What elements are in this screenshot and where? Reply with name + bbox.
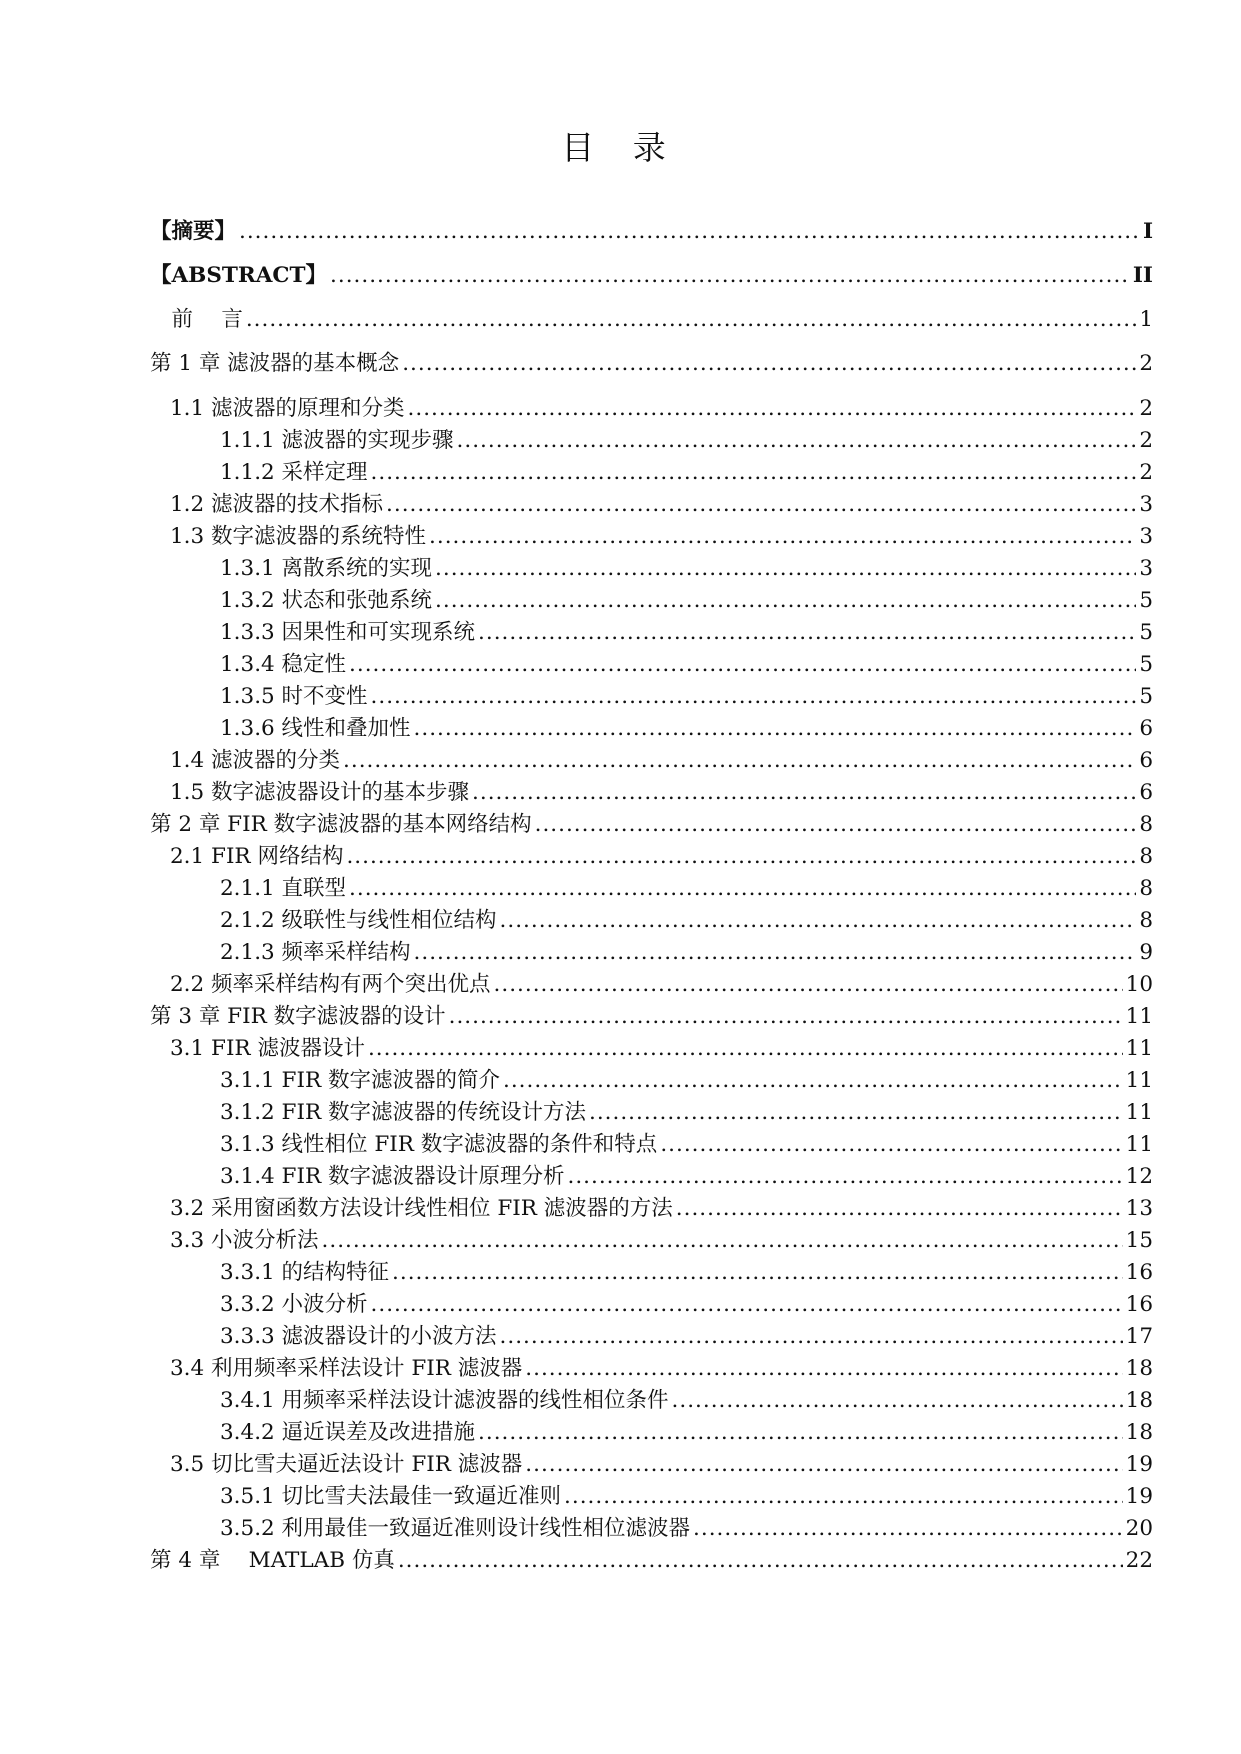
toc-entry[interactable] xyxy=(170,1195,1153,1223)
toc-entry-label: 3.4 利用频率采样法设计 FIR 滤波器 xyxy=(170,1356,523,1381)
toc-entry-page: 2 xyxy=(1139,428,1153,453)
toc-entry[interactable] xyxy=(220,1259,1153,1287)
toc-entry-label: 3.2 采用窗函数方法设计线性相位 FIR 滤波器的方法 xyxy=(170,1196,673,1221)
dot-leader xyxy=(371,459,1137,487)
toc-entry-label: 3.1.2 FIR 数字滤波器的传统设计方法 xyxy=(220,1100,586,1125)
toc-entry[interactable] xyxy=(220,683,1153,711)
toc-entry-page: 19 xyxy=(1125,1484,1153,1509)
toc-entry-label: 第 4 章 MATLAB 仿真 xyxy=(150,1548,395,1573)
toc-entry-page: 5 xyxy=(1139,588,1153,613)
toc-entry-page: 18 xyxy=(1125,1356,1153,1381)
toc-entry-page: 16 xyxy=(1125,1260,1153,1285)
toc-entry[interactable] xyxy=(170,971,1153,999)
toc-entry[interactable] xyxy=(220,587,1153,615)
toc-entry-page: 19 xyxy=(1125,1452,1153,1477)
dot-leader xyxy=(398,1547,1123,1575)
toc-entry[interactable] xyxy=(170,1355,1153,1383)
dot-leader xyxy=(457,427,1137,455)
toc-entry-label: 1.5 数字滤波器设计的基本步骤 xyxy=(170,780,470,805)
toc-entry[interactable] xyxy=(170,1227,1153,1255)
toc-entry[interactable] xyxy=(220,875,1153,903)
dot-leader xyxy=(392,1259,1123,1287)
toc-entry-label: 2.2 频率采样结构有两个突出优点 xyxy=(170,972,491,997)
toc-entry-page: 22 xyxy=(1125,1548,1153,1573)
dot-leader xyxy=(564,1483,1123,1511)
toc-entry-label: 【ABSTRACT】 xyxy=(150,263,328,288)
dot-leader xyxy=(500,907,1137,935)
dot-leader xyxy=(525,1355,1122,1383)
dot-leader xyxy=(330,262,1130,290)
toc-entry-page: 9 xyxy=(1139,940,1153,965)
dot-leader xyxy=(525,1451,1122,1479)
toc-entry-label: 3.1.3 线性相位 FIR 数字滤波器的条件和特点 xyxy=(220,1132,658,1157)
toc-entry-page: 18 xyxy=(1125,1388,1153,1413)
toc-entry[interactable] xyxy=(170,1451,1153,1479)
toc-entry-page: 11 xyxy=(1125,1132,1153,1157)
toc-entry[interactable] xyxy=(220,1131,1153,1159)
toc-entry[interactable] xyxy=(220,427,1153,455)
toc-entry-page: 5 xyxy=(1139,684,1153,709)
toc-entry[interactable] xyxy=(150,218,1153,246)
dot-leader xyxy=(246,306,1136,334)
dot-leader xyxy=(535,811,1137,839)
dot-leader xyxy=(503,1067,1123,1095)
toc-entry-label: 3.3.3 滤波器设计的小波方法 xyxy=(220,1324,497,1349)
toc-entry-label: 【摘要】 xyxy=(150,219,237,244)
toc-entry-label: 3.1.4 FIR 数字滤波器设计原理分析 xyxy=(220,1164,565,1189)
toc-entry[interactable] xyxy=(170,747,1153,775)
toc-entry-page: 11 xyxy=(1125,1036,1153,1061)
toc-entry-page: 16 xyxy=(1125,1292,1153,1317)
dot-leader xyxy=(589,1099,1123,1127)
toc-entry[interactable] xyxy=(220,1099,1153,1127)
dot-leader xyxy=(346,843,1136,871)
toc-entry[interactable] xyxy=(220,907,1153,935)
toc-entry-label: 2.1.3 频率采样结构 xyxy=(220,940,411,965)
toc-entry[interactable] xyxy=(170,395,1153,423)
toc-entry[interactable] xyxy=(220,1419,1153,1447)
toc-entry-label: 1.1.2 采样定理 xyxy=(220,460,368,485)
dot-leader xyxy=(449,1003,1123,1031)
dot-leader xyxy=(660,1131,1122,1159)
toc-entry-label: 3.5 切比雪夫逼近法设计 FIR 滤波器 xyxy=(170,1452,523,1477)
dot-leader xyxy=(414,715,1137,743)
toc-entry[interactable] xyxy=(220,1323,1153,1351)
toc-entry[interactable] xyxy=(150,350,1153,378)
toc-entry-page: 6 xyxy=(1139,716,1153,741)
dot-leader xyxy=(500,1323,1123,1351)
toc-entry-label: 3.5.2 利用最佳一致逼近准则设计线性相位滤波器 xyxy=(220,1516,691,1541)
dot-leader xyxy=(478,1419,1123,1447)
toc-entry-label: 2.1.2 级联性与线性相位结构 xyxy=(220,908,497,933)
toc-entry[interactable] xyxy=(170,779,1153,807)
toc-entry-page: 13 xyxy=(1125,1196,1153,1221)
dot-leader xyxy=(368,1035,1123,1063)
toc-entry-label: 1.1.1 滤波器的实现步骤 xyxy=(220,428,454,453)
toc-entry-label: 1.3.3 因果性和可实现系统 xyxy=(220,620,476,645)
toc-entry-page: I xyxy=(1142,219,1153,244)
toc-entry-label: 1.3 数字滤波器的系统特性 xyxy=(170,524,427,549)
toc-entry-page: 11 xyxy=(1125,1100,1153,1125)
dot-leader xyxy=(414,939,1137,967)
dot-leader xyxy=(472,779,1136,807)
dot-leader xyxy=(371,1291,1123,1319)
toc-entry-label: 1.1 滤波器的原理和分类 xyxy=(170,396,405,421)
toc-entry-page: 11 xyxy=(1125,1004,1153,1029)
toc-entry-label: 1.3.2 状态和张弛系统 xyxy=(220,588,433,613)
dot-leader xyxy=(494,971,1123,999)
toc-entry-page: 3 xyxy=(1139,492,1153,517)
dot-leader xyxy=(343,747,1136,775)
toc-entry-page: 8 xyxy=(1139,876,1153,901)
toc-entry-page: 1 xyxy=(1139,307,1153,332)
toc-entry-label: 1.3.1 离散系统的实现 xyxy=(220,556,433,581)
toc-entry-label: 3.5.1 切比雪夫法最佳一致逼近准则 xyxy=(220,1484,562,1509)
dot-leader xyxy=(676,1195,1123,1223)
toc-entry-page: 5 xyxy=(1139,620,1153,645)
toc-entry-page: 8 xyxy=(1139,844,1153,869)
toc-entry[interactable] xyxy=(220,1291,1153,1319)
toc-entry[interactable] xyxy=(170,491,1153,519)
toc-entry-page: 2 xyxy=(1139,351,1153,376)
toc-entry[interactable] xyxy=(170,523,1153,551)
dot-leader xyxy=(349,875,1136,903)
toc-entry-label: 3.3.1 的结构特征 xyxy=(220,1260,390,1285)
toc-entry-label: 3.1 FIR 滤波器设计 xyxy=(170,1036,365,1061)
toc-entry[interactable] xyxy=(150,306,1153,334)
dot-leader xyxy=(349,651,1136,679)
toc-entry[interactable] xyxy=(220,651,1153,679)
toc-entry[interactable] xyxy=(150,811,1153,839)
toc-entry[interactable] xyxy=(150,262,1153,290)
dot-leader xyxy=(693,1515,1123,1543)
toc-entry-page: 12 xyxy=(1125,1164,1153,1189)
toc-entry-label: 1.3.4 稳定性 xyxy=(220,652,347,677)
toc-entry-label: 3.4.1 用频率采样法设计滤波器的线性相位条件 xyxy=(220,1388,669,1413)
toc-entry-label: 1.4 滤波器的分类 xyxy=(170,748,341,773)
toc-entry-label: 第 2 章 FIR 数字滤波器的基本网络结构 xyxy=(150,812,532,837)
dot-leader xyxy=(672,1387,1123,1415)
toc-entry-page: 3 xyxy=(1139,556,1153,581)
toc-entry-page: 15 xyxy=(1125,1228,1153,1253)
toc-entry-page: 3 xyxy=(1139,524,1153,549)
toc-entry-label: 3.1.1 FIR 数字滤波器的简介 xyxy=(220,1068,500,1093)
toc-entry-page: 18 xyxy=(1125,1420,1153,1445)
toc-entry-page: 11 xyxy=(1125,1068,1153,1093)
toc-entry[interactable] xyxy=(220,555,1153,583)
dot-leader xyxy=(435,587,1136,615)
dot-leader xyxy=(435,555,1136,583)
toc-entry[interactable] xyxy=(150,1003,1153,1031)
toc-entry-page: 6 xyxy=(1139,748,1153,773)
toc-entry-label: 3.4.2 逼近误差及改进措施 xyxy=(220,1420,476,1445)
toc-entry-page: 10 xyxy=(1125,972,1153,997)
toc-entry-page: 5 xyxy=(1139,652,1153,677)
page-title: 目 录 xyxy=(561,128,680,167)
toc-entry-label: 3.3 小波分析法 xyxy=(170,1228,319,1253)
toc-entry[interactable] xyxy=(220,1163,1153,1191)
toc-entry[interactable] xyxy=(220,1515,1153,1543)
toc-entry-page: II xyxy=(1132,263,1153,288)
dot-leader xyxy=(371,683,1137,711)
toc-entry[interactable] xyxy=(220,459,1153,487)
toc-entry-label: 前 言 xyxy=(150,307,243,332)
toc-entry-page: 17 xyxy=(1125,1324,1153,1349)
dot-leader xyxy=(386,491,1136,519)
dot-leader xyxy=(567,1163,1122,1191)
toc-entry-label: 1.3.6 线性和叠加性 xyxy=(220,716,411,741)
dot-leader xyxy=(239,218,1140,246)
toc-entry-label: 第 3 章 FIR 数字滤波器的设计 xyxy=(150,1004,446,1029)
dot-leader xyxy=(408,395,1137,423)
toc-entry[interactable] xyxy=(220,1387,1153,1415)
toc-entry-page: 2 xyxy=(1139,396,1153,421)
toc-entry[interactable] xyxy=(220,939,1153,967)
toc-entry-label: 1.2 滤波器的技术指标 xyxy=(170,492,384,517)
dot-leader xyxy=(402,350,1136,378)
toc-entry-page: 8 xyxy=(1139,812,1153,837)
toc-entry-page: 2 xyxy=(1139,460,1153,485)
toc-entry[interactable] xyxy=(220,1067,1153,1095)
toc-entry-label: 2.1.1 直联型 xyxy=(220,876,347,901)
toc-entry-label: 1.3.5 时不变性 xyxy=(220,684,368,709)
dot-leader xyxy=(322,1227,1123,1255)
toc-entry-label: 3.3.2 小波分析 xyxy=(220,1292,368,1317)
toc-entry[interactable] xyxy=(220,715,1153,743)
toc-entry[interactable] xyxy=(220,619,1153,647)
toc-entry-page: 6 xyxy=(1139,780,1153,805)
toc-entry-page: 8 xyxy=(1139,908,1153,933)
toc-entry-label: 第 1 章 滤波器的基本概念 xyxy=(150,351,400,376)
dot-leader xyxy=(429,523,1136,551)
toc-entry[interactable] xyxy=(220,1483,1153,1511)
toc-entry[interactable] xyxy=(170,1035,1153,1063)
toc-entry-label: 2.1 FIR 网络结构 xyxy=(170,844,344,869)
toc-entry-page: 20 xyxy=(1125,1516,1153,1541)
dot-leader xyxy=(478,619,1136,647)
toc-entry[interactable] xyxy=(150,1547,1153,1575)
toc-entry[interactable] xyxy=(170,843,1153,871)
